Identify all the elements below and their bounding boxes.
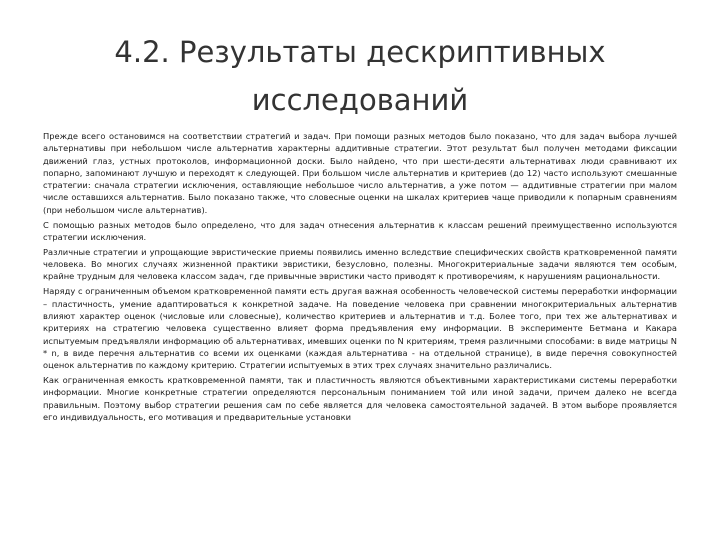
slide-body (43, 130, 677, 426)
body-paragraph-5: Как ограниченная емкость кратковременной памяти, так и пластичность являются объективными характеристиками системы переработки информации. Многие конкретные стратегии определяются персональным пониманием той или иной задачи, причем далеко не всегда правильным. Поэтому выбор стратегии решения сам по себе является для человека самостоятельной задачей. В этом выборе проявляется его индивидуальность, его мотивация и предварительные установки (43, 375, 677, 422)
slide-title (60, 28, 660, 124)
body-paragraph-4: Наряду с ограниченным объемом кратковременной памяти есть другая важная особенность человеческой системы переработки информации – пластичность, умение адаптироваться к конкретной задаче. На поведение человека при сравнении многокритериальных альтернатив влияют характер оценок (числовые или словесные), количество критериев и альтернатив и т.д. Более того, при тех же альтернативах и критериях на стратегию человека существенно влияет форма предъявления ему информации. В эксперименте Бетмана и Какара испытуемым предъявляли информацию об альтернативах, имевших оценки по N критериям, тремя различными способами: в виде матрицы N * n, в виде перечня альтернатив со всеми их оценками (каждая альтернатива - на отдельной странице), в виде перечня совокупностей оценок альтернатив по каждому критерию. Стратегии испытуемых в этих трех случаях значительно различались. (43, 286, 677, 371)
slide-title-line-2: исследований (251, 83, 469, 117)
body-paragraph-3: Различные стратегии и упрощающие эвристические приемы появились именно вследствие специфических свойств кратковременной памяти человека. Во многих случаях жизненной практики эвристики, безусловно, полезны. Многокритериальные задачи являются тем особым, крайне трудным для человека классом задач, где привычные эвристики часто приводят к противоречиям, к нарушениям рациональности. (43, 246, 677, 282)
slide-title-line-1: 4.2. Результаты дескриптивных (114, 35, 606, 69)
body-paragraph-1: Прежде всего остановимся на соответствии стратегий и задач. При помощи разных методов было показано, что для задач выбора лучшей альтернативы при небольшом числе альтернатив характерны аддитивные стратегии. Этот результат был получен методами фиксации движений глаз, устных протоколов, информационной доски. Было найдено, что при шести-десяти альтернативах люди сравнивают их попарно, запоминают лучшую и переходят к следующей. При большом числе альтернатив и критериев (до 12) часто используют смешанные стратегии: сначала стратегии исключения, оставляющие небольшое число альтернатив, а уже потом — аддитивные стратегии при малом числе оставшихся альтернатив. Было показано также, что словесные оценки на шкалах критериев чаще приводили к попарным сравнениям (при небольшом числе альтернатив). (43, 131, 677, 215)
body-paragraph-2: С помощью разных методов было определено, что для задач отнесения альтернатив к классам решений преимущественно используются стратегии исключения. (43, 219, 677, 242)
